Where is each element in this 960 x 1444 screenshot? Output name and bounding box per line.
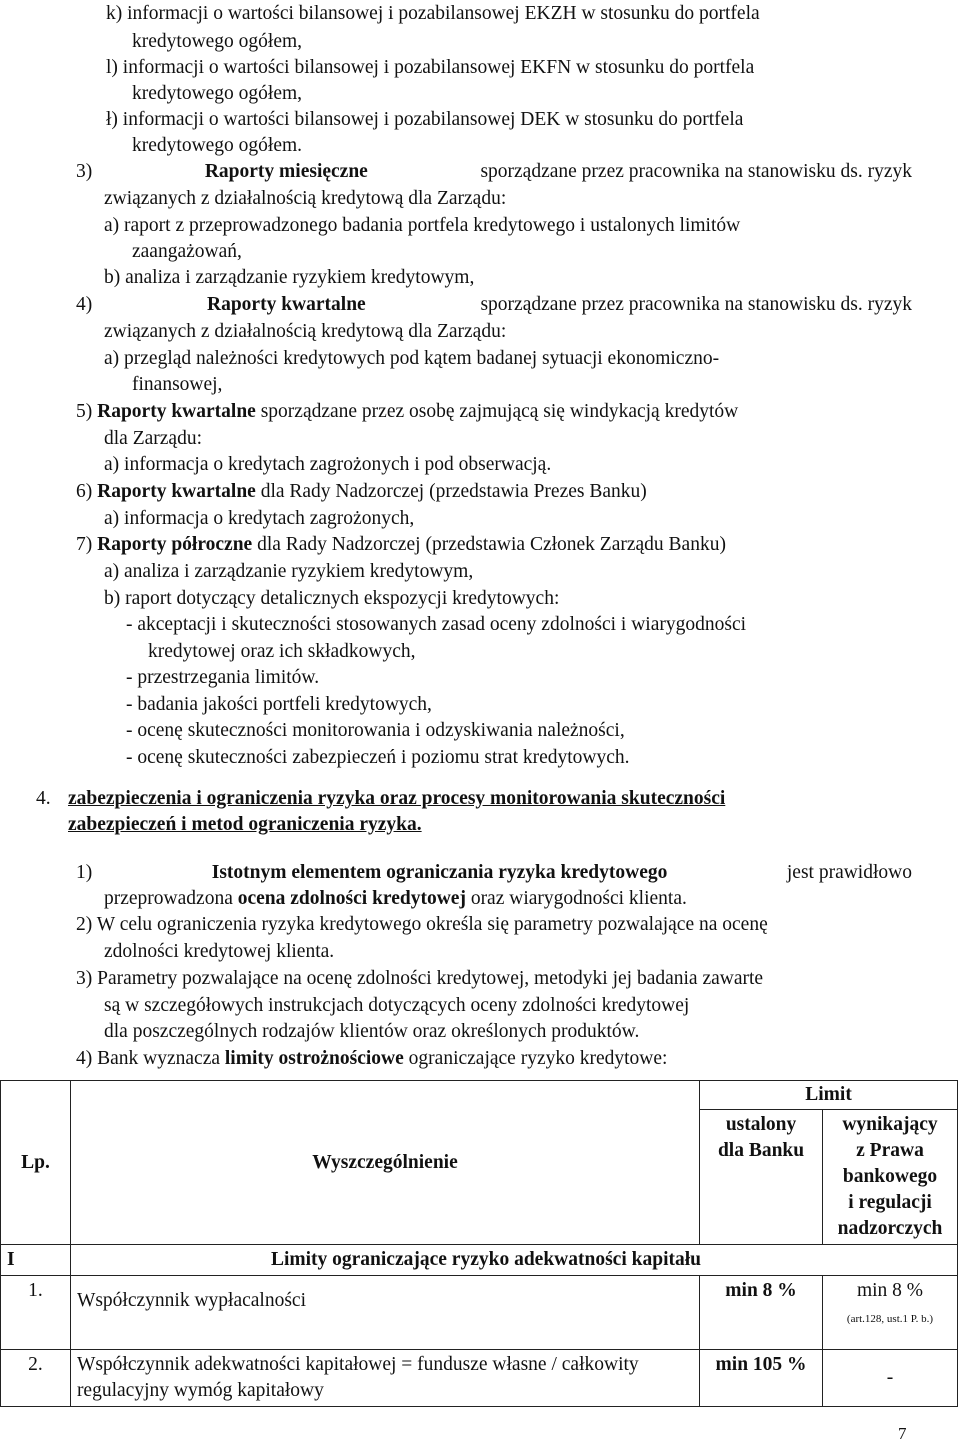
list-item-k: k) informacji o wartości bilansowej i pozabilansowej EKZH w stosunku do portfela: [106, 3, 760, 24]
row-lp: 1.: [1, 1276, 71, 1350]
row-law-limit: -: [823, 1350, 958, 1407]
header-description: Wyszczególnienie: [70, 1081, 699, 1245]
table-row: [1, 1350, 958, 1407]
header-bank-limit: ustalony dla Banku: [700, 1110, 823, 1245]
report-4-item-a-cont: finansowej,: [132, 374, 223, 395]
report-7-item-b: b) raport dotyczący detalicznych ekspozycji kredytowych:: [104, 588, 560, 609]
point-3-cont-2: dla poszczególnych rodzajów klientów oraz określonych produktów.: [104, 1021, 640, 1042]
section-4-title-cont: zabezpieczeń i metod ograniczenia ryzyka.: [68, 814, 422, 835]
section-4-title: zabezpieczenia i ograniczenia ryzyka oraz procesy monitorowania skuteczności: [68, 788, 726, 809]
report-7-dash-2: - przestrzegania limitów.: [126, 667, 320, 688]
report-4-item-a: a) przegląd należności kredytowych pod kątem badanej sytuacji ekonomiczno-: [104, 348, 720, 369]
point-1: 1) Istotnym elementem ograniczania ryzyka kredytowego jest prawidłowo: [76, 862, 912, 883]
report-5-line2: dla Zarządu:: [104, 428, 202, 449]
report-7-dash-1-cont: kredytowej oraz ich składkowych,: [148, 641, 416, 662]
point-2: 2) W celu ograniczenia ryzyka kredytowego określa się parametry pozwalające na ocenę: [76, 914, 768, 935]
list-item-l: l) informacji o wartości bilansowej i pozabilansowej EKFN w stosunku do portfela: [106, 57, 755, 78]
page-number: 7: [898, 1424, 907, 1443]
table-row: [1, 1276, 958, 1350]
point-3: 3) Parametry pozwalające na ocenę zdolności kredytowej, metodyki jej badania zawarte: [76, 968, 764, 989]
row-description: Współczynnik adekwatności kapitałowej = fundusze własne / całkowity regulacyjny wymóg kapitałowy: [70, 1350, 699, 1407]
header-limit: Limit: [700, 1081, 958, 1110]
row-bank-limit: min 105 %: [700, 1350, 823, 1407]
point-2-cont: zdolności kredytowej klienta.: [104, 941, 335, 962]
header-law-limit: wynikający z Prawa bankowego i regulacji nadzorczych: [823, 1110, 958, 1245]
point-3-cont: są w szczegółowych instrukcjach dotyczących oceny zdolności kredytowej: [104, 995, 690, 1016]
table-section-row: [1, 1245, 958, 1276]
report-6-item-a: a) informacja o kredytach zagrożonych,: [104, 508, 415, 529]
row-law-note: (art.128, ust.1 P. b.): [846, 1313, 934, 1325]
list-item-l-stroke-cont: kredytowego ogółem.: [132, 135, 303, 156]
list-item-l-stroke: ł) informacji o wartości bilansowej i pozabilansowej DEK w stosunku do portfela: [106, 109, 744, 130]
list-item-l-cont: kredytowego ogółem,: [132, 83, 303, 104]
header-lp: Lp.: [1, 1081, 71, 1245]
report-5-item-a: a) informacja o kredytach zagrożonych i pod obserwacją.: [104, 454, 552, 475]
report-7-dash-4: - ocenę skuteczności monitorowania i odzyskiwania należności,: [126, 720, 625, 741]
report-5-heading: 5) Raporty kwartalne sporządzane przez osobę zajmującą się windykacją kredytów: [76, 401, 739, 422]
row-description: Współczynnik wypłacalności: [70, 1276, 699, 1350]
report-3-item-a-cont: zaangażowań,: [132, 241, 242, 262]
report-3-item-a: a) raport z przeprowadzonego badania portfela kredytowego i ustalonych limitów: [104, 215, 741, 236]
section-4-number: 4.: [36, 788, 51, 809]
report-4-line2: związanych z działalnością kredytową dla Zarządu:: [104, 321, 507, 342]
row-bank-limit: min 8 %: [700, 1276, 823, 1350]
section-number: I: [1, 1245, 71, 1276]
report-7-heading: 7) Raporty półroczne dla Rady Nadzorczej (przedstawia Członek Zarządu Banku): [76, 534, 726, 555]
report-7-dash-1: - akceptacji i skuteczności stosowanych zasad oceny zdolności i wiarygodności: [126, 614, 747, 635]
point-4: 4) Bank wyznacza limity ostrożnościowe ograniczające ryzyko kredytowe:: [76, 1048, 668, 1069]
row-lp: 2.: [1, 1350, 71, 1407]
list-item-k-cont: kredytowego ogółem,: [132, 31, 303, 52]
point-1-cont: przeprowadzona ocena zdolności kredytowej oraz wiarygodności klienta.: [104, 888, 687, 909]
report-3-line2: związanych z działalnością kredytową dla Zarządu:: [104, 188, 507, 209]
report-6-heading: 6) Raporty kwartalne dla Rady Nadzorczej (przedstawia Prezes Banku): [76, 481, 647, 502]
report-3-heading: 3) Raporty miesięczne sporządzane przez pracownika na stanowisku ds. ryzyk: [76, 161, 912, 182]
report-3-item-b: b) analiza i zarządzanie ryzykiem kredytowym,: [104, 267, 475, 288]
limits-table: [0, 1080, 958, 1407]
report-7-dash-3: - badania jakości portfeli kredytowych,: [126, 694, 432, 715]
report-7-item-a: a) analiza i zarządzanie ryzykiem kredytowym,: [104, 561, 474, 582]
section-title: Limity ograniczające ryzyko adekwatności kapitału: [70, 1245, 957, 1276]
report-4-heading: 4) Raporty kwartalne sporządzane przez pracownika na stanowisku ds. ryzyk: [76, 294, 912, 315]
row-law-limit: min 8 % (art.128, ust.1 P. b.): [823, 1276, 958, 1350]
table-header-row: [1, 1081, 958, 1110]
report-7-dash-5: - ocenę skuteczności zabezpieczeń i poziomu strat kredytowych.: [126, 747, 630, 768]
